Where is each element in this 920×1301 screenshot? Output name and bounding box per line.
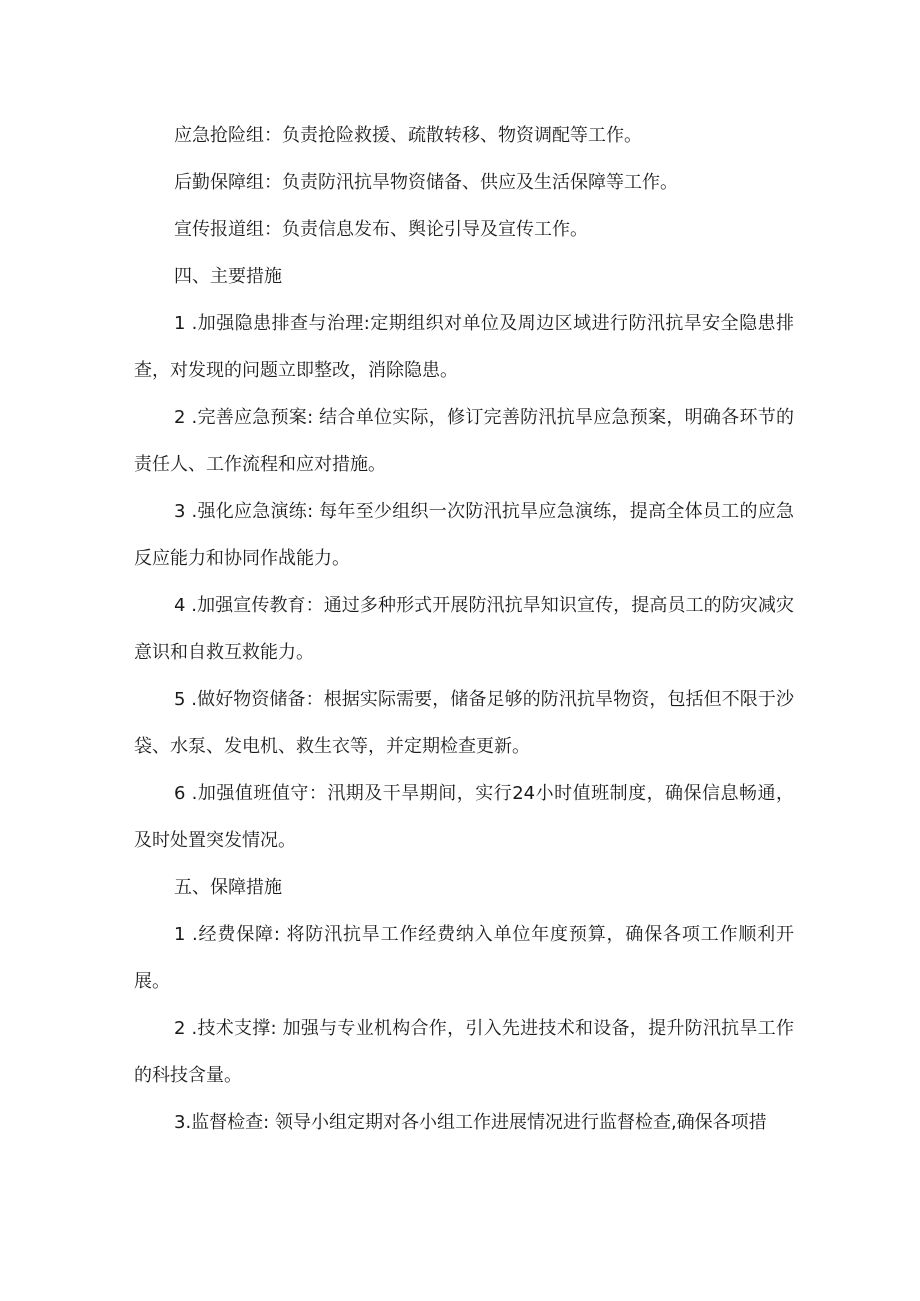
measure-item-2: 2 .完善应急预案: 结合单位实际，修订完善防汛抗旱应急预案，明确各环节的责任人、工作流程和应对措施。 [134, 407, 794, 475]
document-body [134, 112, 794, 1146]
paragraph-emergency-rescue-group: 应急抢险组：负责抢险救援、疏散转移、物资调配等工作。 [174, 125, 642, 146]
section-heading-main-measures: 四、主要措施 [174, 266, 282, 287]
paragraph-publicity-group: 宣传报道组：负责信息发布、舆论引导及宣传工作。 [174, 219, 588, 240]
measure-item-1: 1 .加强隐患排查与治理:定期组织对单位及周边区域进行防汛抗旱安全隐患排查，对发现的问题立即整改，消除隐患。 [134, 313, 794, 381]
measure-item-6: 6 .加强值班值守：汛期及干旱期间，实行24小时值班制度，确保信息畅通，及时处置突发情况。 [134, 783, 794, 851]
safeguard-item-2: 2 .技术支撑: 加强与专业机构合作，引入先进技术和设备，提升防汛抗旱工作的科技含量。 [134, 1018, 794, 1086]
safeguard-item-1: 1 .经费保障: 将防汛抗旱工作经费纳入单位年度预算，确保各项工作顺利开展。 [134, 924, 794, 992]
section-heading-safeguard-measures: 五、保障措施 [174, 877, 282, 898]
measure-item-4: 4 .加强宣传教育：通过多种形式开展防汛抗旱知识宣传，提高员工的防灾减灾意识和自救互救能力。 [134, 595, 794, 663]
paragraph-logistics-group: 后勤保障组：负责防汛抗旱物资储备、供应及生活保障等工作。 [174, 172, 678, 193]
measure-item-5: 5 .做好物资储备：根据实际需要，储备足够的防汛抗旱物资，包括但不限于沙袋、水泵、发电机、救生衣等，并定期检查更新。 [134, 689, 794, 757]
safeguard-item-3: 3.监督检查: 领导小组定期对各小组工作进展情况进行监督检查,确保各项措 [174, 1112, 767, 1133]
measure-item-3: 3 .强化应急演练: 每年至少组织一次防汛抗旱应急演练，提高全体员工的应急反应能力和协同作战能力。 [134, 501, 794, 569]
